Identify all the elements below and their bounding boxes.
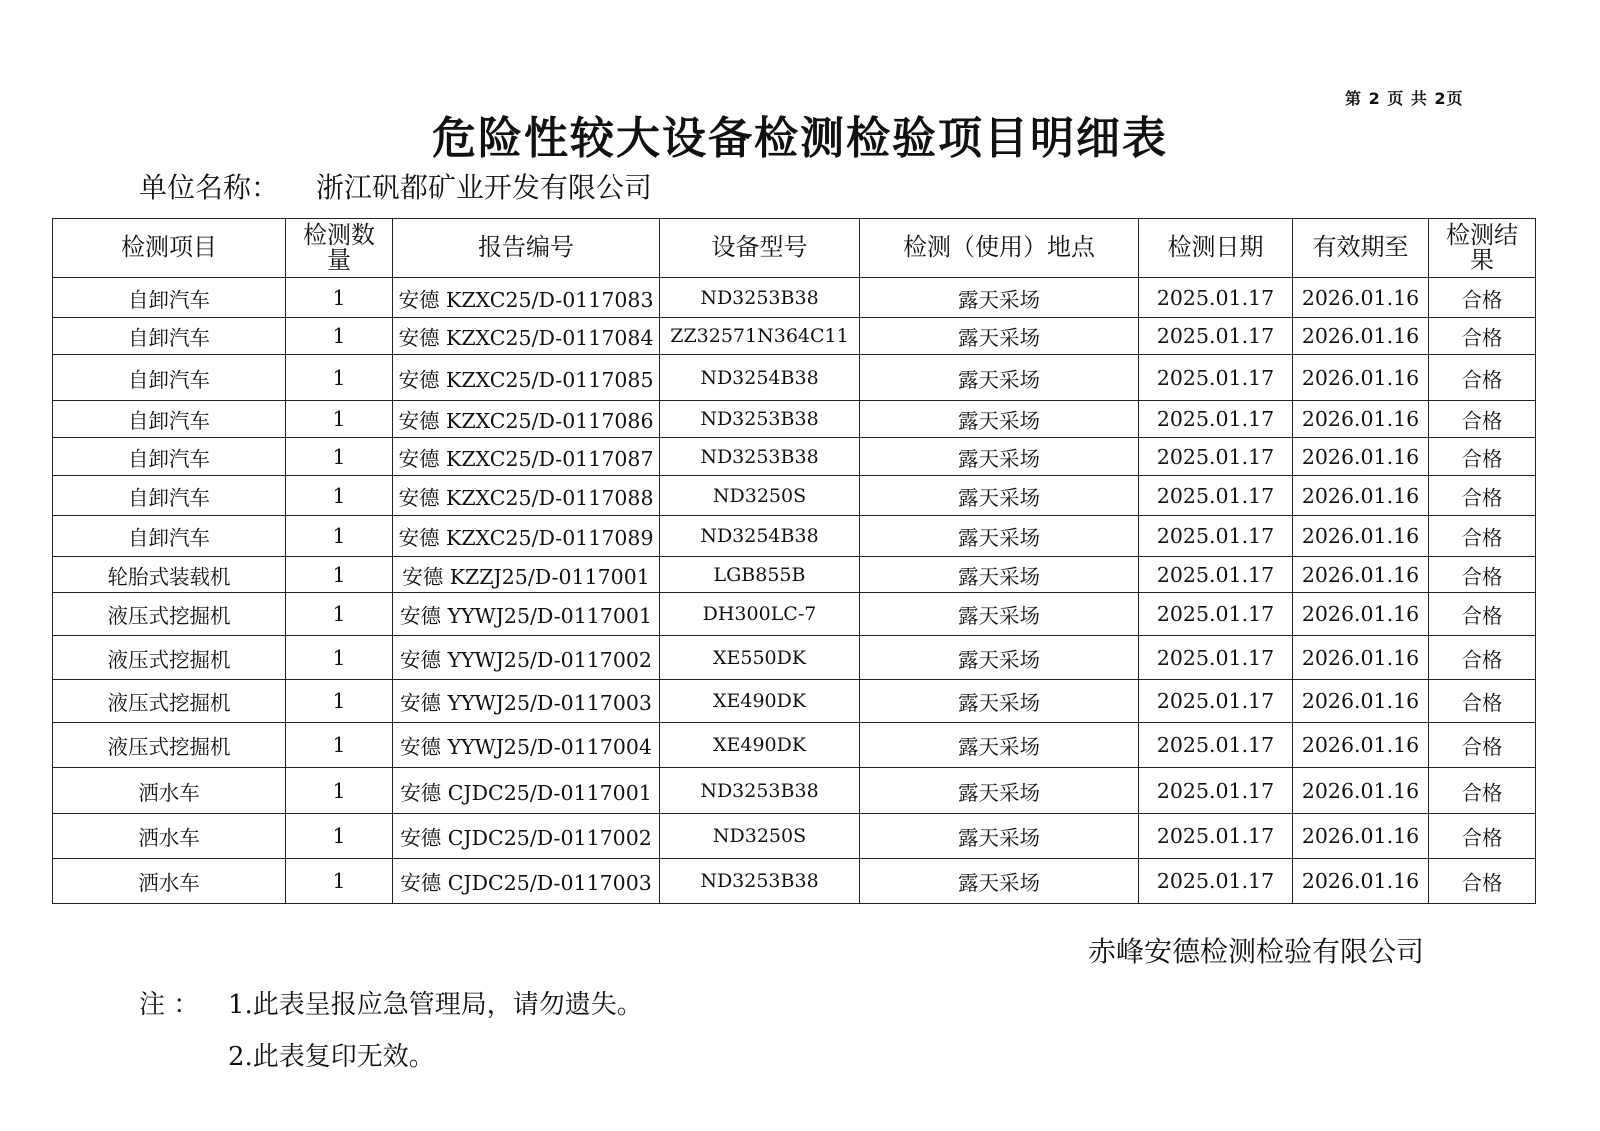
cell-item: 液压式挖掘机 [53,680,286,723]
cell-location: 露天采场 [860,814,1139,859]
cell-result: 合格 [1429,593,1536,636]
document-title: 危险性较大设备检测检验项目明细表 [432,113,1168,164]
cell-result: 合格 [1429,768,1536,814]
cell-location: 露天采场 [860,476,1139,516]
cell-location: 露天采场 [860,859,1139,904]
cell-location: 露天采场 [860,636,1139,680]
cell-quantity: 1 [286,593,393,636]
cell-test-date: 2025.01.17 [1139,859,1293,904]
cell-report-no: 安德 CJDC25/D-0117001 [393,768,660,814]
cell-valid-until: 2026.01.16 [1293,859,1429,904]
cell-location: 露天采场 [860,593,1139,636]
cell-location: 露天采场 [860,768,1139,814]
cell-report-no: 安德 CJDC25/D-0117003 [393,859,660,904]
cell-test-date: 2025.01.17 [1139,768,1293,814]
cell-quantity: 1 [286,355,393,401]
cell-item: 自卸汽车 [53,438,286,476]
header-result: 检测结果 [1429,219,1536,278]
cell-test-date: 2025.01.17 [1139,680,1293,723]
table-body [53,278,1536,904]
cell-quantity: 1 [286,636,393,680]
note-item: 2.此表复印无效。 [228,1042,435,1072]
unit-name-value: 浙江矾都矿业开发有限公司 [315,171,652,204]
cell-report-no: 安德 KZXC25/D-0117087 [393,438,660,476]
cell-quantity: 1 [286,557,393,593]
cell-quantity: 1 [286,516,393,557]
cell-model: ZZ32571N364C11 [660,318,860,355]
cell-quantity: 1 [286,438,393,476]
cell-item: 自卸汽车 [53,318,286,355]
cell-item: 液压式挖掘机 [53,593,286,636]
cell-model: DH300LC-7 [660,593,860,636]
cell-model: ND3250S [660,814,860,859]
table-row [53,401,1536,438]
cell-model: XE550DK [660,636,860,680]
table-row [53,680,1536,723]
cell-report-no: 安德 KZZJ25/D-0117001 [393,557,660,593]
cell-valid-until: 2026.01.16 [1293,278,1429,318]
cell-model: ND3254B38 [660,355,860,401]
cell-location: 露天采场 [860,680,1139,723]
header-test-date: 检测日期 [1139,219,1293,278]
cell-result: 合格 [1429,516,1536,557]
cell-result: 合格 [1429,355,1536,401]
cell-report-no: 安德 YYWJ25/D-0117001 [393,593,660,636]
cell-quantity: 1 [286,768,393,814]
cell-result: 合格 [1429,723,1536,768]
cell-model: ND3253B38 [660,859,860,904]
cell-result: 合格 [1429,318,1536,355]
table-row [53,768,1536,814]
cell-test-date: 2025.01.17 [1139,401,1293,438]
cell-model: ND3253B38 [660,278,860,318]
header-location: 检测（使用）地点 [860,219,1139,278]
header-quantity: 检测数量 [286,219,393,278]
inspection-detail-table [52,218,1536,904]
cell-report-no: 安德 KZXC25/D-0117085 [393,355,660,401]
table-row [53,814,1536,859]
cell-location: 露天采场 [860,318,1139,355]
cell-result: 合格 [1429,557,1536,593]
table-row [53,355,1536,401]
cell-result: 合格 [1429,680,1536,723]
cell-report-no: 安德 KZXC25/D-0117084 [393,318,660,355]
cell-item: 自卸汽车 [53,476,286,516]
cell-location: 露天采场 [860,438,1139,476]
table-row [53,476,1536,516]
cell-test-date: 2025.01.17 [1139,318,1293,355]
cell-model: ND3253B38 [660,768,860,814]
cell-quantity: 1 [286,680,393,723]
cell-model: ND3250S [660,476,860,516]
cell-valid-until: 2026.01.16 [1293,636,1429,680]
page-number: 第 2 页 共 2页 [1345,89,1464,108]
cell-model: XE490DK [660,680,860,723]
cell-location: 露天采场 [860,723,1139,768]
cell-report-no: 安德 KZXC25/D-0117089 [393,516,660,557]
cell-quantity: 1 [286,859,393,904]
table-row [53,278,1536,318]
table-row [53,318,1536,355]
header-item: 检测项目 [53,219,286,278]
cell-model: XE490DK [660,723,860,768]
header-model: 设备型号 [660,219,860,278]
cell-result: 合格 [1429,859,1536,904]
cell-quantity: 1 [286,318,393,355]
cell-valid-until: 2026.01.16 [1293,516,1429,557]
cell-test-date: 2025.01.17 [1139,593,1293,636]
cell-test-date: 2025.01.17 [1139,814,1293,859]
table-row [53,859,1536,904]
cell-valid-until: 2026.01.16 [1293,814,1429,859]
cell-result: 合格 [1429,476,1536,516]
cell-valid-until: 2026.01.16 [1293,557,1429,593]
cell-valid-until: 2026.01.16 [1293,723,1429,768]
cell-item: 自卸汽车 [53,516,286,557]
cell-model: ND3253B38 [660,401,860,438]
cell-item: 轮胎式装载机 [53,557,286,593]
notes-label: 注 ： [139,990,200,1020]
cell-report-no: 安德 KZXC25/D-0117083 [393,278,660,318]
cell-report-no: 安德 YYWJ25/D-0117003 [393,680,660,723]
table-row [53,516,1536,557]
cell-valid-until: 2026.01.16 [1293,438,1429,476]
cell-valid-until: 2026.01.16 [1293,318,1429,355]
cell-item: 液压式挖掘机 [53,636,286,680]
cell-valid-until: 2026.01.16 [1293,355,1429,401]
cell-item: 洒水车 [53,859,286,904]
cell-result: 合格 [1429,438,1536,476]
table-row [53,636,1536,680]
table-row [53,557,1536,593]
cell-item: 洒水车 [53,814,286,859]
cell-valid-until: 2026.01.16 [1293,401,1429,438]
cell-location: 露天采场 [860,401,1139,438]
cell-item: 液压式挖掘机 [53,723,286,768]
header-report-no: 报告编号 [393,219,660,278]
cell-location: 露天采场 [860,516,1139,557]
cell-test-date: 2025.01.17 [1139,723,1293,768]
cell-item: 自卸汽车 [53,278,286,318]
cell-report-no: 安德 KZXC25/D-0117086 [393,401,660,438]
cell-location: 露天采场 [860,278,1139,318]
cell-quantity: 1 [286,476,393,516]
cell-report-no: 安德 YYWJ25/D-0117002 [393,636,660,680]
issuer-company: 赤峰安德检测检验有限公司 [1088,935,1425,968]
cell-report-no: 安德 YYWJ25/D-0117004 [393,723,660,768]
cell-item: 洒水车 [53,768,286,814]
cell-model: ND3253B38 [660,438,860,476]
cell-test-date: 2025.01.17 [1139,516,1293,557]
cell-item: 自卸汽车 [53,401,286,438]
cell-quantity: 1 [286,401,393,438]
table-row [53,723,1536,768]
cell-report-no: 安德 CJDC25/D-0117002 [393,814,660,859]
cell-test-date: 2025.01.17 [1139,438,1293,476]
table-row [53,438,1536,476]
cell-test-date: 2025.01.17 [1139,476,1293,516]
cell-valid-until: 2026.01.16 [1293,476,1429,516]
cell-test-date: 2025.01.17 [1139,636,1293,680]
cell-result: 合格 [1429,814,1536,859]
cell-test-date: 2025.01.17 [1139,355,1293,401]
table-row [53,593,1536,636]
table-header-row [53,219,1536,278]
cell-result: 合格 [1429,636,1536,680]
cell-location: 露天采场 [860,557,1139,593]
unit-name-label: 单位名称： [139,171,280,204]
header-valid-until: 有效期至 [1293,219,1429,278]
cell-quantity: 1 [286,278,393,318]
cell-item: 自卸汽车 [53,355,286,401]
unit-name-row [139,166,652,206]
cell-test-date: 2025.01.17 [1139,557,1293,593]
cell-model: LGB855B [660,557,860,593]
cell-test-date: 2025.01.17 [1139,278,1293,318]
cell-valid-until: 2026.01.16 [1293,593,1429,636]
cell-model: ND3254B38 [660,516,860,557]
cell-result: 合格 [1429,278,1536,318]
cell-valid-until: 2026.01.16 [1293,680,1429,723]
cell-quantity: 1 [286,814,393,859]
cell-report-no: 安德 KZXC25/D-0117088 [393,476,660,516]
cell-quantity: 1 [286,723,393,768]
cell-location: 露天采场 [860,355,1139,401]
cell-result: 合格 [1429,401,1536,438]
cell-valid-until: 2026.01.16 [1293,768,1429,814]
note-item: 1.此表呈报应急管理局，请勿遗失。 [228,990,643,1020]
